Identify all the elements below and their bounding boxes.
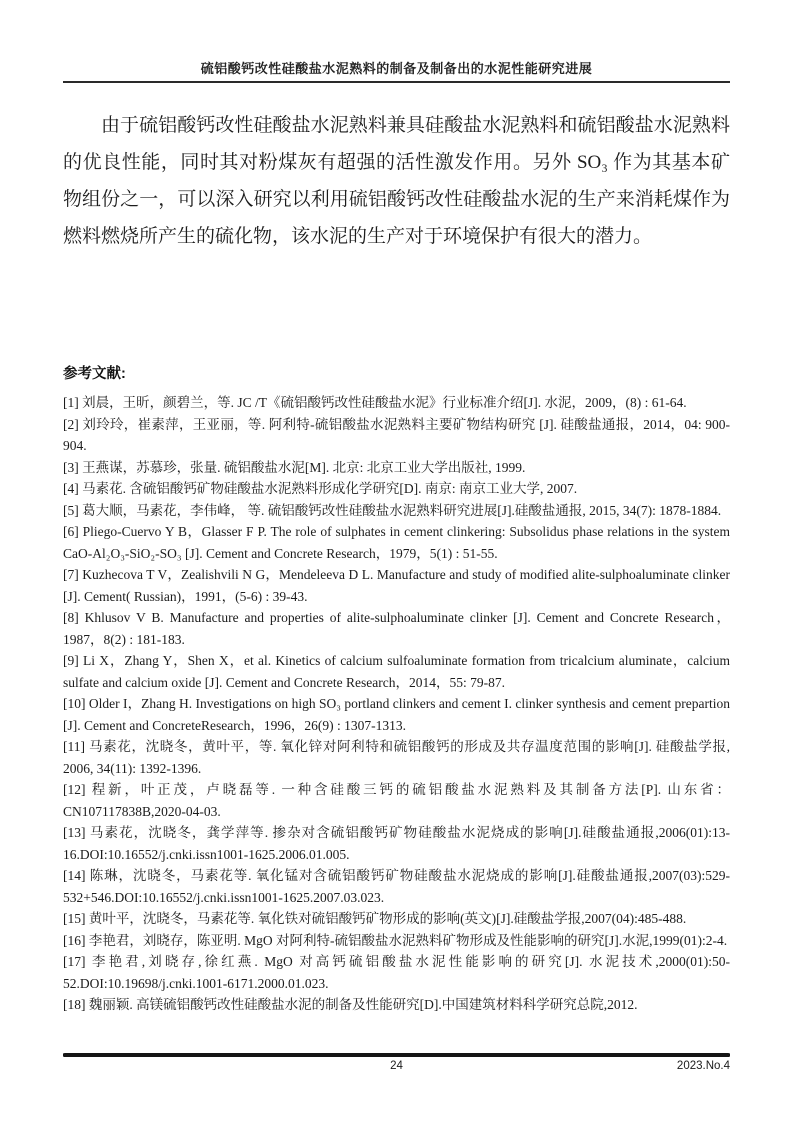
issue-number: 2023.No.4	[676, 1060, 730, 1072]
reference-item: [3] 王燕谋，苏慕珍，张量. 硫铝酸盐水泥[M]. 北京: 北京工业大学出版社, 1999.	[63, 459, 526, 475]
intro-paragraph: 由于硫铝酸钙改性硅酸盐水泥熟料兼具硅酸盐水泥熟料和硫铝酸盐水泥熟料的优良性能，同时其对粉煤灰有超强的活性激发作用。另外 SO₃ 作为其基本矿物组份之一，可以深入研究以利用硫铝酸钙改性硅酸盐水泥的生产来消耗煤作为燃料燃烧所产生的硫化物，该水泥的生产对于环境保护有很大的潜力。	[63, 115, 730, 247]
reference-item: [6] Pliego-Cuervo Y B，Glasser F P. The role of sulphates in cement clinkering: Subsolidus phase relations in the system CaO-Al₂O₃-SiO₂-SO₃ [J]. Cement and Concrete Research，1979，5(1) : 51-55.	[63, 524, 730, 561]
reference-item: [7] Kuzhecova T V，Zealishvili N G，Mendeleeva D L. Manufacture and study of modified alite-sulphoaluminate clinker [J]. Cement( Russian)，1991，(5-6) : 39-43.	[63, 567, 730, 604]
reference-item: [14] 陈琳，沈晓冬，马素花等. 氧化锰对含硫铝酸钙矿物硅酸盐水泥烧成的影响[J].硅酸盐通报,2007(03):529-532+546.DOI:10.16552/j.cnki.issn1001-1625.2007.03.023.	[63, 868, 730, 905]
references-list	[63, 392, 730, 1016]
references-section	[63, 362, 730, 1016]
reference-item: [16] 李艳君，刘晓存，陈亚明. MgO 对阿利特-硫铝酸盐水泥熟料矿物形成及性能影响的研究[J].水泥,1999(01):2-4.	[63, 932, 728, 948]
reference-item: [18] 魏丽颖. 高镁硫铝酸钙改性硅酸盐水泥的制备及性能研究[D].中国建筑材料科学研究总院,2012.	[63, 997, 638, 1012]
page-footer	[63, 1060, 730, 1076]
reference-item: [9] Li X，Zhang Y，Shen X，et al. Kinetics of calcium sulfoaluminate formation from tricalcium aluminate，calcium sulfate and calcium oxide [J]. Cement and Concrete Research，2014，55: 79-87.	[63, 653, 730, 690]
reference-item: [2] 刘玲玲，崔素萍，王亚丽，等. 阿利特-硫铝酸盐水泥熟料主要矿物结构研究 [J]. 硅酸盐通报，2014，04: 900-904.	[63, 416, 730, 453]
reference-item: [11] 马素花，沈晓冬，黄叶平，等. 氧化锌对阿利特和硫铝酸钙的形成及共存温度范围的影响[J]. 硅酸盐学报, 2006, 34(11): 1392-1396.	[63, 739, 730, 776]
reference-item: [15] 黄叶平，沈晓冬，马素花等. 氧化铁对硫铝酸钙矿物形成的影响(英文)[J].硅酸盐学报,2007(04):485-488.	[63, 911, 687, 926]
reference-item: [8] Khlusov V B. Manufacture and properties of alite-sulphoaluminate clinker [J]. Cement and Concrete Research，1987，8(2) : 181-183.	[63, 610, 730, 647]
running-header-title: 硫铝酸钙改性硅酸盐水泥熟料的制备及制备出的水泥性能研究进展	[200, 61, 593, 76]
references-heading: 参考文献:	[63, 366, 126, 382]
reference-item: [17] 李艳君,刘晓存,徐红燕. MgO 对高钙硫铝酸盐水泥性能影响的研究[J]. 水泥技术,2000(01):50-52.DOI:10.19698/j.cnki.1001-6171.2000.01.023.	[63, 954, 730, 991]
reference-item: [1] 刘晨，王昕，颜碧兰，等. JC /T《硫铝酸钙改性硅酸盐水泥》行业标准介绍[J]. 水泥，2009，(8) : 61-64.	[63, 395, 687, 410]
reference-item: [5] 葛大顺，马素花，李伟峰， 等. 硫铝酸钙改性硅酸盐水泥熟料研究进展[J].硅酸盐通报, 2015, 34(7): 1878-1884.	[63, 502, 722, 518]
footer-rule	[63, 1053, 730, 1057]
reference-item: [13] 马素花，沈晓冬，龚学萍等. 掺杂对含硫铝酸钙矿物硅酸盐水泥烧成的影响[J].硅酸盐通报,2006(01):13-16.DOI:10.16552/j.cnki.issn1001-1625.2006.01.005.	[63, 825, 730, 862]
reference-item: [4] 马素花. 含硫铝酸钙矿物硅酸盐水泥熟料形成化学研究[D]. 南京: 南京工业大学, 2007.	[63, 481, 578, 496]
reference-item: [10] Older I，Zhang H. Investigations on high SO₃ portland clinkers and cement I. clinker synthesis and cement prepartion [J]. Cement and ConcreteResearch，1996，26(9) : 1307-1313.	[63, 696, 730, 733]
page-number: 24	[390, 1060, 403, 1072]
reference-item: [12] 程新，叶正茂，卢晓磊等. 一种含硅酸三钙的硫铝酸盐水泥熟料及其制备方法[P]. 山东省：CN107117838B,2020-04-03.	[63, 782, 730, 819]
header-rule	[63, 81, 730, 83]
